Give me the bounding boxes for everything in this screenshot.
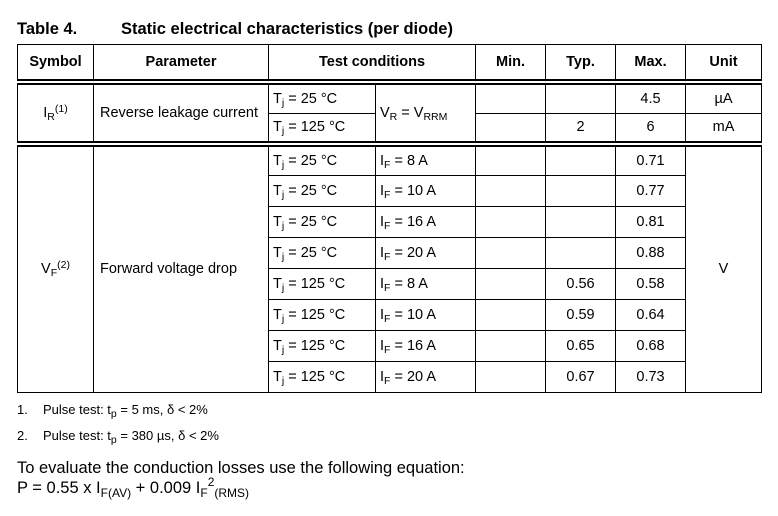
typ-cell: 2 (546, 113, 616, 144)
if-cell: $I_F = 16$ A (376, 206, 476, 237)
characteristics-table (17, 44, 762, 393)
typ-cell (546, 237, 616, 268)
header-unit: Unit (686, 45, 762, 83)
tj-cell: $T_j = 125$ °C (269, 361, 376, 392)
ir-symbol: $I_R^{(1)}$ (18, 82, 94, 144)
tj-cell: $T_j = 125$ °C (269, 299, 376, 330)
if-cell: $I_F = 8$ A (376, 268, 476, 299)
tj-cell: $T_j = 25$ °C (269, 206, 376, 237)
min-cell (476, 299, 546, 330)
max-cell: 0.71 (616, 144, 686, 175)
footnote: 2. Pulse test: $t_p = 380$ µs, δ < 2% (17, 428, 219, 446)
header-symbol: Symbol (18, 45, 94, 83)
equation-formula: P = 0.55 x $I_{F(AV)} + 0.009$ $I_F^2_{(RMS)}$ (17, 475, 250, 500)
table-row (18, 144, 762, 175)
table-label: Table 4. (17, 20, 78, 38)
if-cell: $I_F = 10$ A (376, 299, 476, 330)
if-cell: $I_F = 20$ A (376, 237, 476, 268)
typ-cell: 0.59 (546, 299, 616, 330)
table-row (18, 82, 762, 113)
min-cell (476, 237, 546, 268)
min-cell (476, 113, 546, 144)
vf-unit: V (686, 144, 762, 392)
max-cell: 6 (616, 113, 686, 144)
max-cell: 0.88 (616, 237, 686, 268)
min-cell (476, 144, 546, 175)
footnote: 1. Pulse test: $t_p = 5$ ms, δ < 2% (17, 402, 208, 420)
tj-cell: $T_j = 25$ °C (269, 144, 376, 175)
header-min: Min. (476, 45, 546, 83)
table-title (17, 20, 453, 39)
min-cell (476, 206, 546, 237)
if-cell: $I_F = 8$ A (376, 144, 476, 175)
tj-cell: $T_j = 125$ °C (269, 268, 376, 299)
if-cell: $I_F = 10$ A (376, 175, 476, 206)
max-cell: 4.5 (616, 82, 686, 113)
table-title-text: Static electrical characteristics (per diode) (121, 20, 453, 38)
tj-cell: $T_j = 25$ °C (269, 237, 376, 268)
min-cell (476, 330, 546, 361)
typ-cell: 0.67 (546, 361, 616, 392)
footnotes (17, 402, 219, 454)
equation-intro: To evaluate the conduction losses use the following equation: (17, 459, 465, 477)
max-cell: 0.81 (616, 206, 686, 237)
typ-cell (546, 82, 616, 113)
min-cell (476, 268, 546, 299)
header-row (18, 45, 762, 83)
unit-cell: mA (686, 113, 762, 144)
max-cell: 0.58 (616, 268, 686, 299)
if-cell: $I_F = 20$ A (376, 361, 476, 392)
tj-cell: $T_j = 25$ °C (269, 82, 376, 113)
if-cell: $I_F = 16$ A (376, 330, 476, 361)
tj-cell: $T_j = 125$ °C (269, 330, 376, 361)
conduction-loss-equation (17, 458, 465, 498)
typ-cell: 0.65 (546, 330, 616, 361)
header-parameter: Parameter (94, 45, 269, 83)
max-cell: 0.77 (616, 175, 686, 206)
vf-symbol: $V_F^{(2)}$ (18, 144, 94, 392)
max-cell: 0.73 (616, 361, 686, 392)
ir-parameter: Reverse leakage current (94, 82, 269, 144)
min-cell (476, 361, 546, 392)
tj-cell: $T_j = 125$ °C (269, 113, 376, 144)
tj-cell: $T_j = 25$ °C (269, 175, 376, 206)
header-max: Max. (616, 45, 686, 83)
typ-cell (546, 175, 616, 206)
ir-condition: $V_R = V_{RRM}$ (376, 82, 476, 144)
typ-cell (546, 206, 616, 237)
max-cell: 0.64 (616, 299, 686, 330)
unit-cell: µA (686, 82, 762, 113)
header-test-conditions: Test conditions (269, 45, 476, 83)
typ-cell (546, 144, 616, 175)
min-cell (476, 175, 546, 206)
vf-parameter: Forward voltage drop (94, 144, 269, 392)
max-cell: 0.68 (616, 330, 686, 361)
header-typ: Typ. (546, 45, 616, 83)
typ-cell: 0.56 (546, 268, 616, 299)
min-cell (476, 82, 546, 113)
